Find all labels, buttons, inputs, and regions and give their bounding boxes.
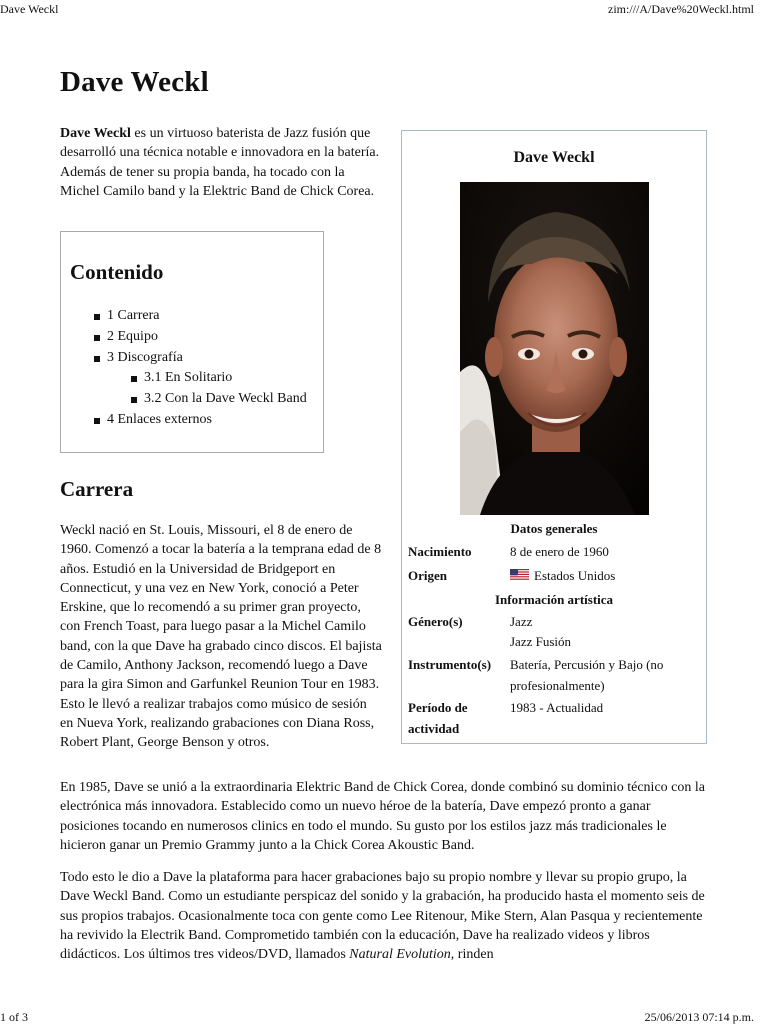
toc-link[interactable]: 4 Enlaces externos: [107, 411, 212, 427]
infobox-section-general: Datos generales: [510, 521, 598, 536]
print-footer-page: 1 of 3: [0, 1010, 28, 1024]
portrait-image: [460, 182, 649, 515]
label-instrumento: Instrumento(s): [408, 657, 492, 672]
bullet-icon: [131, 397, 137, 403]
intro-text: es un virtuoso baterista de Jazz fusión que desarrolló una técnica notable e innovadora en la batería. Además de tener su propia banda, ha tocado con la Michel Camilo band y la Elektric Band de Chick Corea.: [60, 126, 380, 199]
toc-link[interactable]: 2 Equipo: [107, 328, 158, 344]
toc-item-dave-weckl-band[interactable]: [61, 389, 323, 410]
bullet-icon: [131, 376, 137, 382]
intro-paragraph: [60, 124, 382, 201]
value-genero-1[interactable]: Jazz: [510, 614, 533, 629]
paragraph-carrera-3: [60, 868, 705, 964]
infobox-title: Dave Weckl: [513, 149, 595, 166]
intro-bold-name: Dave Weckl: [60, 126, 131, 141]
toc-item-en-solitario[interactable]: [61, 368, 323, 389]
bullet-icon: [94, 335, 100, 341]
toc-link[interactable]: 3 Discografía: [107, 349, 183, 365]
value-nacimiento: 8 de enero de 1960: [510, 544, 609, 559]
us-flag-icon: [510, 569, 529, 581]
toc-item-discografia[interactable]: [61, 348, 323, 369]
bullet-icon: [94, 356, 100, 362]
toc-item-enlaces-externos[interactable]: [61, 410, 323, 431]
portrait-photo[interactable]: [460, 182, 649, 515]
section-heading-carrera: Carrera: [60, 477, 134, 501]
bullet-icon: [94, 418, 100, 424]
toc-link[interactable]: 3.1 En Solitario: [144, 370, 233, 386]
toc-item-carrera[interactable]: [61, 306, 323, 327]
paragraph-text: Todo esto le dio a Dave la plataforma para hacer grabaciones bajo su propio nombre y llevar su propio grupo, la Dave Weckl Band. Como un estudiante perspicaz del sonido y la grabación, ha producido hasta el momento seis de sus propios trabajos. Ocasionalmente toca con gente como Lee Ritenour, Mike Stern, Alan Pasqua y recientemente ha revivido la Electrik Band. Comprometido también con la educación, Dave ha realizado videos y libros didácticos. Los últimos tres videos/DVD, llamados: [60, 870, 705, 963]
value-periodo: 1983 - Actualidad: [510, 700, 604, 715]
toc-title: Contenido: [70, 260, 164, 284]
origen-text[interactable]: Estados Unidos: [534, 568, 616, 583]
bullet-icon: [94, 314, 100, 320]
paragraph-text: , rinden: [450, 947, 494, 963]
infobox: [401, 130, 707, 744]
value-origen: [510, 566, 700, 587]
value-genero-2[interactable]: Jazz Fusión: [510, 634, 572, 649]
toc-link[interactable]: 1 Carrera: [107, 308, 160, 323]
print-header-source: zim:///A/Dave%20Weckl.html: [608, 2, 754, 16]
table-of-contents: [60, 231, 324, 453]
label-genero: Género(s): [408, 614, 463, 629]
page-title: Dave Weckl: [60, 66, 209, 98]
toc-item-equipo[interactable]: [61, 327, 323, 348]
value-instrumento: Batería, Percusión y Bajo (no profesionalmente): [510, 657, 664, 693]
print-footer-datetime: 25/06/2013 07:14 p.m.: [644, 1010, 754, 1024]
label-origen: Origen: [408, 568, 447, 583]
toc-list: [61, 306, 323, 431]
label-nacimiento: Nacimiento: [408, 544, 472, 559]
video-title: Natural Evolution: [349, 947, 451, 963]
toc-link[interactable]: 3.2 Con la Dave Weckl Band: [144, 391, 307, 407]
paragraph-carrera-1: Weckl nació en St. Louis, Missouri, el 8 de enero de 1960. Comenzó a tocar la batería a la temprana edad de 8 años. Estudió en la Universidad de Bridgeport en Connecticut, y una vez en New York, conoció a Peter Erskine, que lo recomendó a su primer gran proyecto, con French Toast, para luego pasar a la Michel Camilo band, con la que Dave ha grabado cinco discos. El bajista de Camilo, Anthony Jackson, recomendó luego a Dave para la gira Simon and Garfunkel Reunion Tour en 1983. Esto le llevó a realizar trabajos como músico de sesión en Nueva York, realizando grabaciones con Diana Ross, Robert Plant, George Benson y otros.: [60, 523, 382, 751]
label-periodo-1: Período de: [408, 700, 468, 715]
infobox-section-artistic: Información artística: [494, 592, 614, 607]
label-periodo-2: actividad: [408, 721, 460, 736]
paragraph-carrera-2: En 1985, Dave se unió a la extraordinaria Elektric Band de Chick Corea, donde combinó su dominio técnico con la electrónica más innovadora. Establecido como un nuevo héroe de la batería, Dave empezó pronto a ganar posiciones tocando en numerosos clinics en todo el mundo. Su gusto por los estilos jazz más tradicionales le hicieron ganar un Premio Grammy junto a la Chick Corea Akoustic Band.: [60, 780, 705, 853]
print-header-title: Dave Weckl: [0, 2, 59, 16]
